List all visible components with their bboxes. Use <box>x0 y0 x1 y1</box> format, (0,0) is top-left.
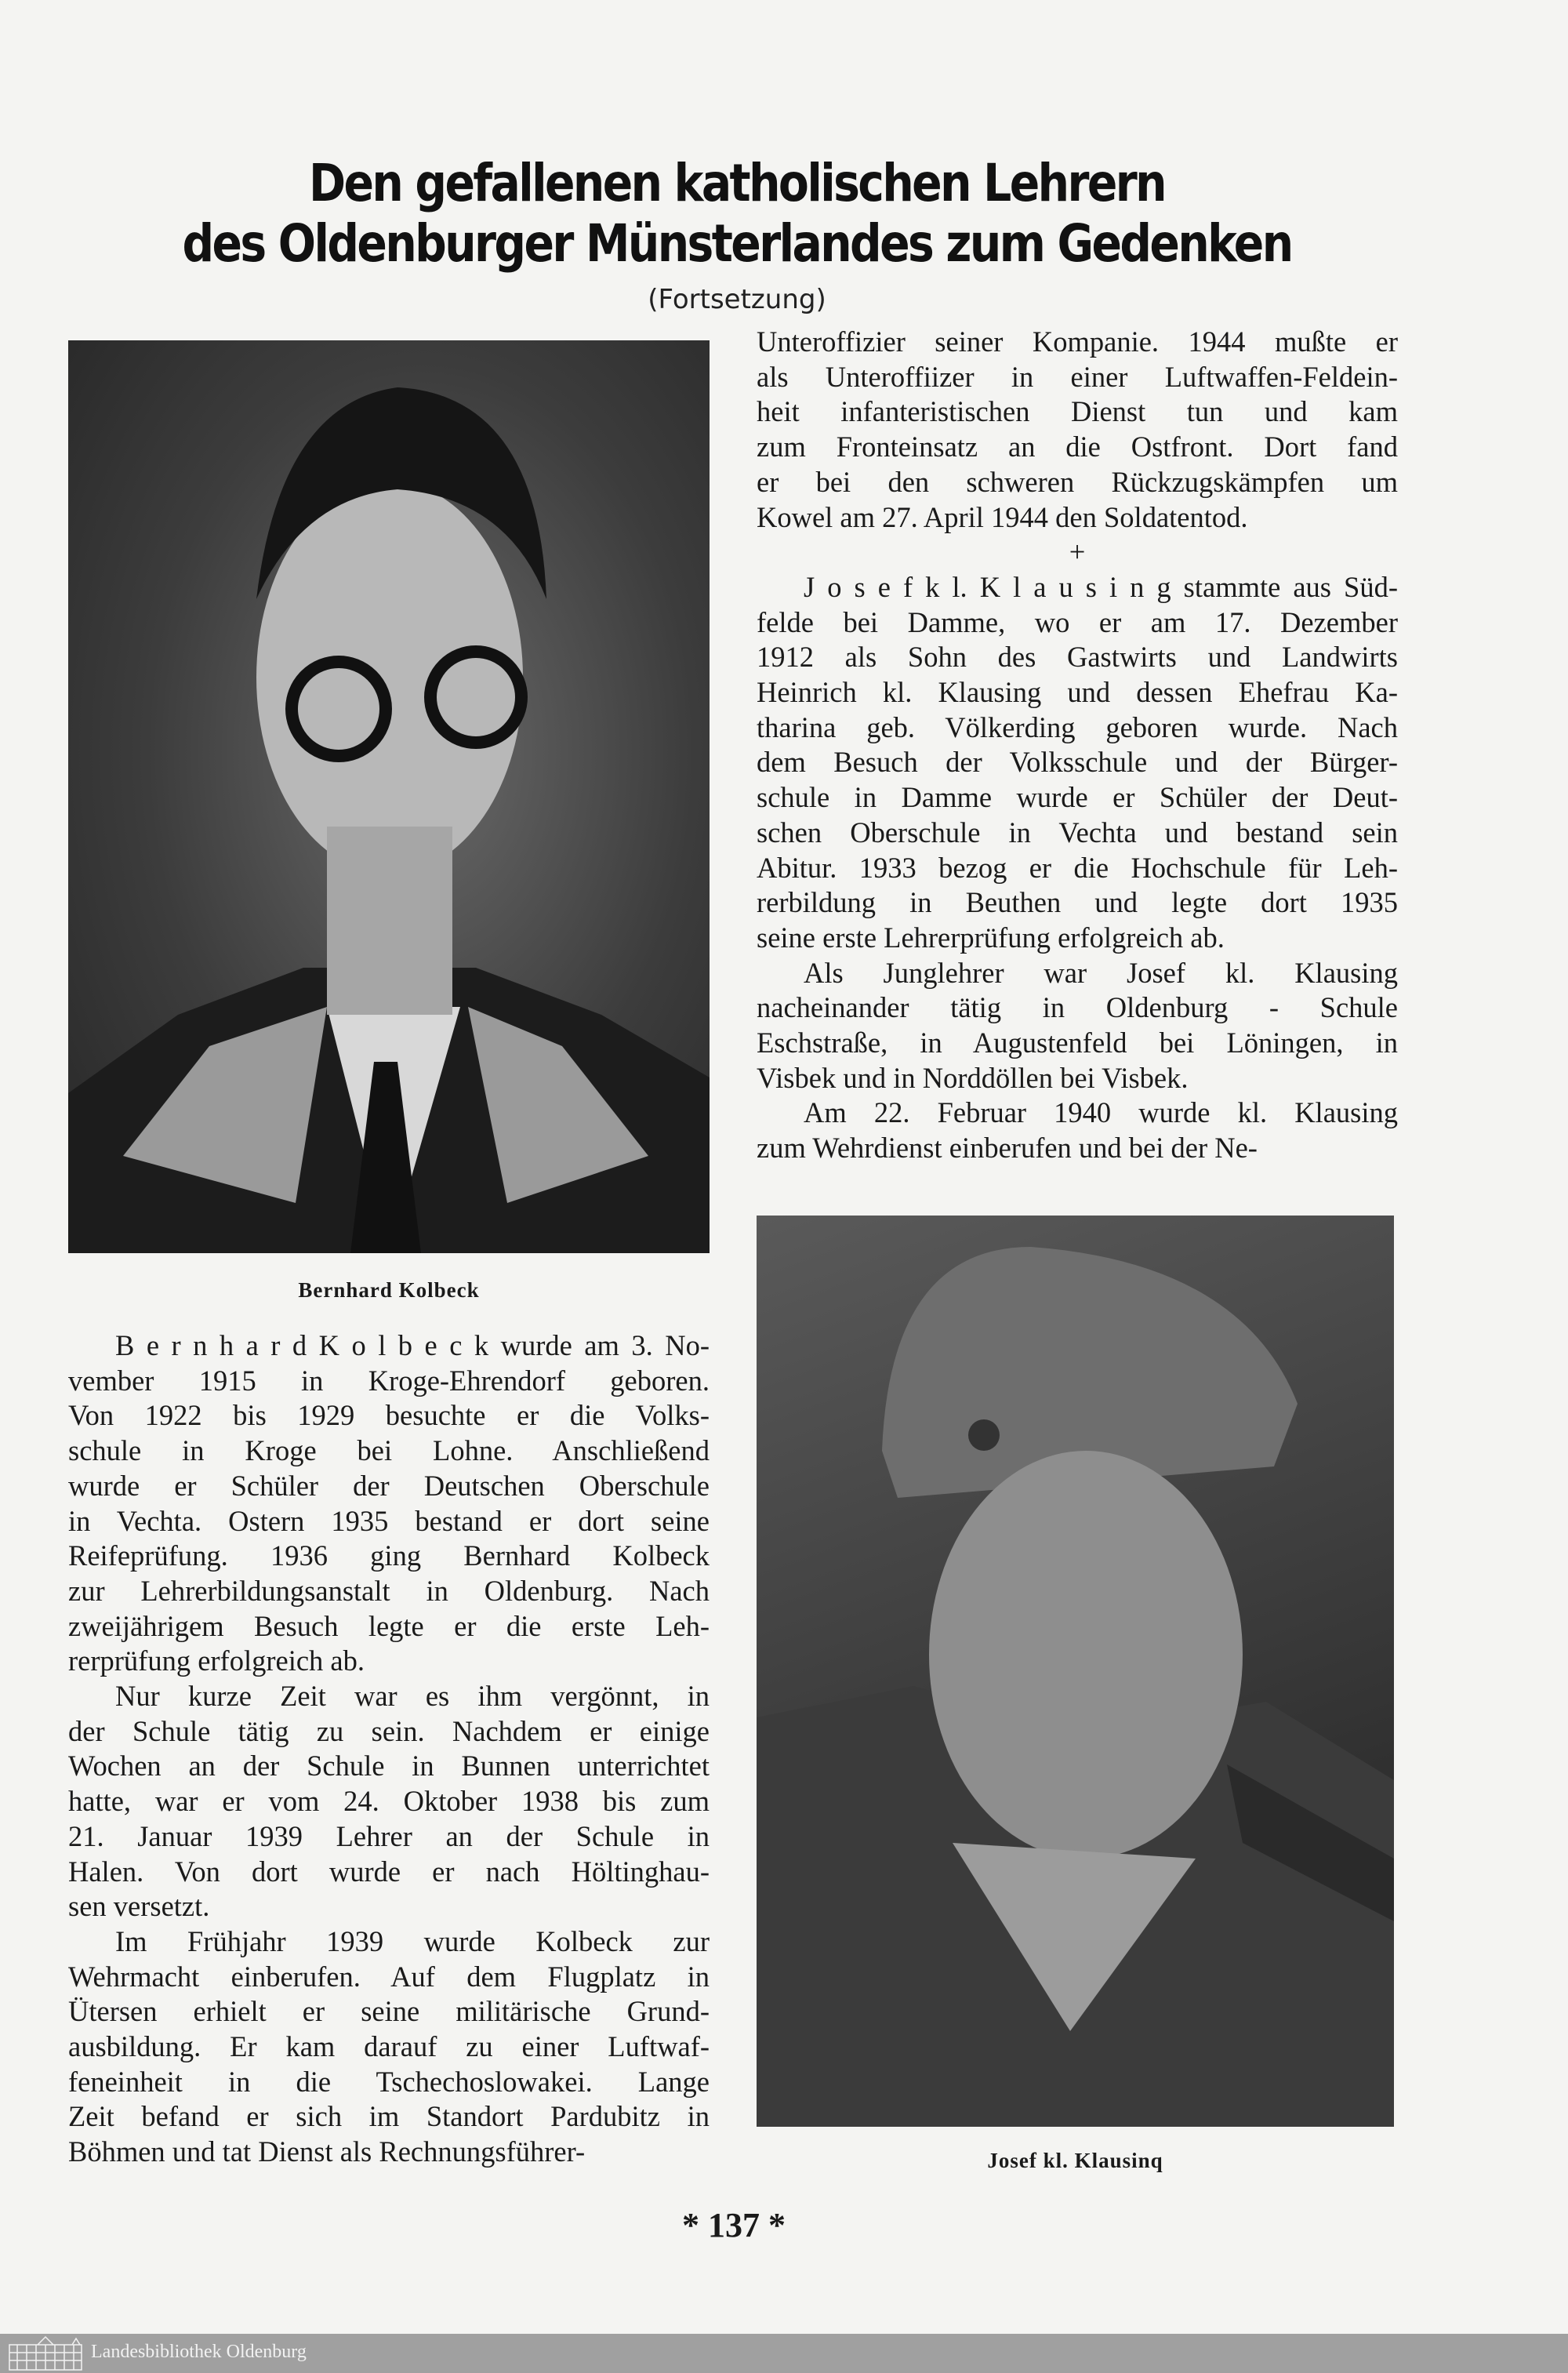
text-line: Unteroffizier seiner Kompanie. 1944 mußte er <box>757 325 1398 358</box>
text-line: Halen. Von dort wurde er nach Höltinghau- <box>68 1855 710 1888</box>
page-title-line-1: Den gefallenen katholischen Lehrern <box>308 153 1166 213</box>
text-line: Nur kurze Zeit war es ihm vergönnt, in <box>115 1680 710 1713</box>
library-footer-bar <box>0 2334 1568 2373</box>
text-line: Reifeprüfung. 1936 ging Bernhard Kolbeck <box>68 1539 710 1572</box>
text-line: sen versetzt. <box>68 1890 210 1923</box>
text-line: 21. Januar 1939 Lehrer an der Schule in <box>68 1819 710 1852</box>
text-line: vember 1915 in Kroge-Ehrendorf geboren. <box>68 1364 710 1397</box>
text-line: heit infanteristischen Dienst tun und kam <box>757 395 1398 428</box>
text-line: Böhmen und tat Dienst als Rechnungsführer- <box>68 2135 586 2168</box>
article-column-left <box>68 1328 710 2170</box>
photo-caption-right: Josef kl. Klausinq <box>987 2149 1163 2172</box>
text-line: feneinheit in die Tschechoslowakei. Lange <box>68 2065 710 2098</box>
text-line: er bei den schweren Rückzugskämpfen um <box>757 465 1398 498</box>
text-line: hatte, war er vom 24. Oktober 1938 bis zum <box>68 1785 710 1818</box>
text-line: Zeit befand er sich im Standort Pardubitz in <box>68 2100 710 2133</box>
library-building-logo-icon <box>6 2335 85 2371</box>
text-line: J o s e f k l. K l a u s i n g stammte aus Süd- <box>804 570 1398 603</box>
text-line: Visbek und in Norddöllen bei Visbek. <box>757 1061 1189 1094</box>
text-line: Heinrich kl. Klausing und dessen Ehefrau Ka- <box>757 676 1398 709</box>
text-line: tharina geb. Völkerding geboren wurde. Nach <box>757 710 1398 743</box>
article-column-right <box>757 325 1398 1166</box>
text-line: wurde er Schüler der Deutschen Oberschule <box>68 1469 710 1502</box>
section-separator: + <box>1069 536 1086 569</box>
text-line: Wehrmacht einberufen. Auf dem Flugplatz in <box>68 1960 710 1993</box>
text-line: rerbildung in Beuthen und legte dort 1935 <box>757 886 1398 919</box>
page-title-line-2: des Oldenburger Münsterlandes zum Gedenken <box>182 213 1292 274</box>
text-line: Von 1922 bis 1929 besuchte er die Volks- <box>68 1399 710 1432</box>
text-line: ausbildung. Er kam darauf zu einer Luftwaf- <box>68 2030 710 2063</box>
text-line: rerprüfung erfolgreich ab. <box>68 1644 365 1677</box>
photo-caption-left: Bernhard Kolbeck <box>298 1278 480 1302</box>
text-line: zweijährigem Besuch legte er die erste Leh- <box>68 1609 710 1642</box>
text-line: schule in Kroge bei Lohne. Anschließend <box>68 1434 710 1467</box>
text-line: Als Junglehrer war Josef kl. Klausing <box>804 956 1398 989</box>
text-line: B e r n h a r d K o l b e c k wurde am 3. No- <box>115 1329 710 1361</box>
library-name: Landesbibliothek Oldenburg <box>91 2342 307 2362</box>
text-line: 1912 als Sohn des Gastwirts und Landwirts <box>757 641 1398 674</box>
text-line: Wochen an der Schule in Bunnen unterrichtet <box>68 1750 710 1782</box>
text-line: seine erste Lehrerprüfung erfolgreich ab. <box>757 921 1225 954</box>
text-line: zur Lehrerbildungsanstalt in Oldenburg. Nach <box>68 1574 710 1607</box>
text-line: der Schule tätig zu sein. Nachdem er einige <box>68 1714 710 1747</box>
text-line: Am 22. Februar 1940 wurde kl. Klausing <box>804 1096 1398 1129</box>
portrait-photo-josef-klausing <box>757 1216 1394 2127</box>
text-line: schule in Damme wurde er Schüler der Deut- <box>757 781 1398 814</box>
text-line: zum Wehrdienst einberufen und bei der Ne- <box>757 1132 1258 1165</box>
text-line: in Vechta. Ostern 1935 bestand er dort seine <box>68 1504 710 1537</box>
page-subtitle: (Fortsetzung) <box>648 284 826 315</box>
text-line: Abitur. 1933 bezog er die Hochschule für Leh- <box>757 851 1398 884</box>
text-line: dem Besuch der Volksschule und der Bürger- <box>757 746 1398 779</box>
text-line: nacheinander tätig in Oldenburg - Schule <box>757 991 1398 1024</box>
text-line: felde bei Damme, wo er am 17. Dezember <box>757 605 1398 638</box>
text-line: Ütersen erhielt er seine militärische Grund- <box>68 1995 710 2028</box>
text-line: schen Oberschule in Vechta und bestand sein <box>757 816 1398 849</box>
text-line: als Unteroffiizer in einer Luftwaffen-Feldein- <box>757 360 1398 393</box>
text-line: Im Frühjahr 1939 wurde Kolbeck zur <box>115 1924 710 1957</box>
page-number: * 137 * <box>682 2206 786 2244</box>
portrait-photo-bernhard-kolbeck <box>68 340 710 1253</box>
text-line: Eschstraße, in Augustenfeld bei Löningen, in <box>757 1027 1398 1059</box>
text-line: Kowel am 27. April 1944 den Soldatentod. <box>757 500 1248 533</box>
text-line: zum Fronteinsatz an die Ostfront. Dort fand <box>757 431 1398 463</box>
